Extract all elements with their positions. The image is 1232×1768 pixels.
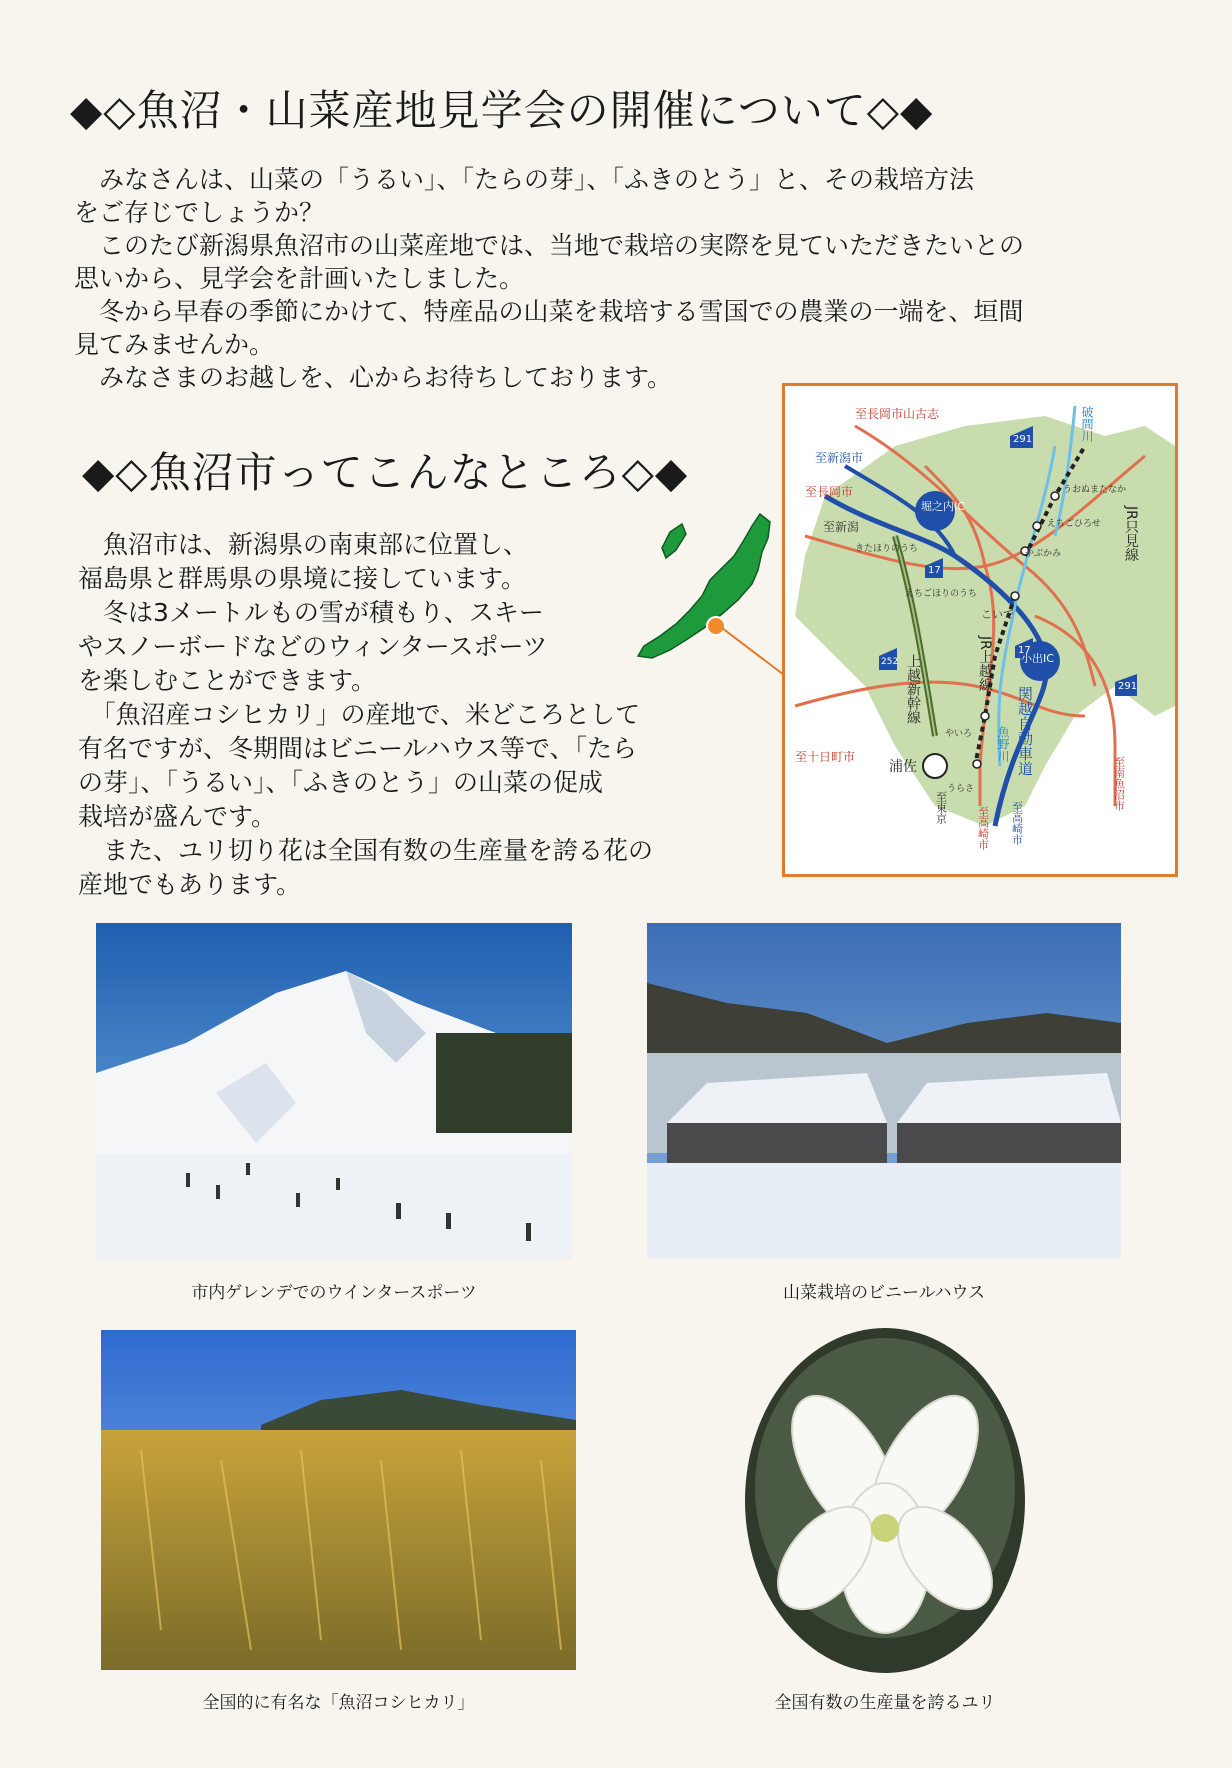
- station-marker: [1033, 522, 1041, 530]
- greenhouse-photo: [647, 923, 1121, 1259]
- main-heading: ◆◇魚沼・山菜産地見学会の開催について◇◆: [70, 86, 934, 135]
- station-marker: [973, 760, 981, 768]
- lily-caption: 全国有数の生産量を誇るユリ: [774, 1693, 996, 1713]
- niigata-prefecture-map: [630, 510, 790, 680]
- about-line: を楽しむことができます。: [78, 666, 377, 695]
- label-urasa: 浦佐: [889, 759, 917, 775]
- intro-line: みなさまのお越しを、心からお待ちしております。: [74, 363, 673, 392]
- label-route-17b: 17: [1018, 645, 1031, 656]
- about-line: 産地でもあります。: [78, 870, 302, 899]
- label-joetsu-shinkansen: 上越新幹線: [905, 654, 921, 724]
- about-line: また、ユリ切り花は全国有数の生産量を誇る花の: [78, 836, 654, 865]
- label-takasaki: 至高崎市: [976, 806, 990, 850]
- label-route-17a: 17: [928, 565, 941, 576]
- about-line: 魚沼市は、新潟県の南東部に位置し、: [78, 530, 529, 559]
- ski-slope-photo: [96, 923, 572, 1259]
- about-line: 冬は3メートルもの雪が積もり、スキー: [78, 598, 544, 627]
- niigata-mainland: [638, 514, 770, 658]
- label-nagaoka-city: 至長岡市: [805, 485, 854, 499]
- label-jr-joetsu: JR上越線: [977, 636, 993, 692]
- label-uonumatanaka: うおぬまたなか: [1063, 485, 1127, 495]
- rice-field-photo: [101, 1330, 576, 1670]
- about-heading: ◆◇魚沼市ってこんなところ◇◆: [82, 448, 689, 497]
- label-uono-river: 魚野川: [996, 726, 1010, 762]
- area-map: [782, 383, 1178, 877]
- label-tokamachi: 至十日町市: [795, 750, 856, 764]
- label-niigata-city: 至新潟市: [815, 451, 864, 465]
- label-echigohirose: えちごひろせ: [1047, 519, 1101, 529]
- label-koide-ic: 小出IC: [1021, 652, 1054, 665]
- about-line: 栽培が盛んです。: [78, 802, 277, 831]
- ski-caption: 市内ゲレンデでのウインタースポーツ: [191, 1283, 477, 1303]
- intro-line: 見てみませんか。: [74, 330, 275, 359]
- label-horinouchi-ic: 堀之内IC: [921, 500, 965, 513]
- label-yabukami: やぶかみ: [1025, 549, 1062, 559]
- station-marker: [1051, 492, 1059, 500]
- label-kanetsu: 関越自動車道: [1016, 686, 1034, 776]
- label-echigohorinouchi: えちごほりのうち: [905, 589, 978, 599]
- label-kitahorinouchi: きたほりのうち: [855, 544, 919, 554]
- intro-line: みなさんは、山菜の「うるい」、「たらの芽」、「ふきのとう」と、その栽培方法: [74, 165, 975, 194]
- urasa-station-marker: [923, 754, 947, 778]
- rice-caption: 全国的に有名な「魚沼コシヒカリ」: [202, 1693, 475, 1713]
- sado-island: [662, 524, 686, 558]
- label-route-252: 252: [881, 657, 899, 667]
- label-haba-river: 破間川: [1080, 406, 1094, 442]
- about-line: 「魚沼産コシヒカリ」の産地で、米どころとして: [78, 700, 641, 729]
- greenhouse-caption: 山菜栽培のビニールハウス: [783, 1283, 985, 1303]
- about-line: やスノーボードなどのウィンタースポーツ: [78, 632, 548, 661]
- label-urasa-station: うらさ: [947, 784, 975, 794]
- station-marker: [981, 712, 989, 720]
- intro-line: 思いから、見学会を計画いたしました。: [74, 264, 525, 293]
- intro-line: このたび新潟県魚沼市の山菜産地では、当地で栽培の実際を見ていただきたいとの: [74, 231, 1025, 260]
- label-yairo: やいろ: [945, 729, 973, 739]
- label-jr-tadami: JR只見線: [1123, 506, 1139, 562]
- label-koide: こいで: [981, 608, 1014, 621]
- pointer-line: [722, 628, 788, 678]
- about-line: の芽」、「うるい」、「ふきのとう」の山菜の促成: [78, 768, 604, 797]
- label-minami-uonuma: 至南魚沼市: [1112, 756, 1126, 811]
- label-niigata: 至新潟: [823, 520, 860, 534]
- about-paragraph: [78, 528, 653, 902]
- lily-photo: [745, 1328, 1025, 1673]
- about-line: 福島県と群馬県の県境に接しています。: [78, 564, 527, 593]
- uonuma-location-marker: [707, 617, 725, 635]
- intro-line: 冬から早春の季節にかけて、特産品の山菜を栽培する雪国での農業の一端を、垣間: [74, 297, 1024, 326]
- label-tokyo: 至東京: [934, 791, 948, 824]
- label-route-291a: 291: [1013, 434, 1033, 445]
- label-nagaoka-yamakoshi: 至長岡市山古志: [855, 407, 940, 421]
- intro-paragraph: [74, 163, 1024, 394]
- station-marker: [1011, 592, 1019, 600]
- intro-line: をご存じでしょうか？: [74, 198, 325, 227]
- label-takasaki-2: 至高崎市: [1010, 801, 1024, 845]
- about-line: 有名ですが、冬期間はビニールハウス等で、「たら: [78, 734, 638, 763]
- label-route-291b: 291: [1118, 681, 1138, 692]
